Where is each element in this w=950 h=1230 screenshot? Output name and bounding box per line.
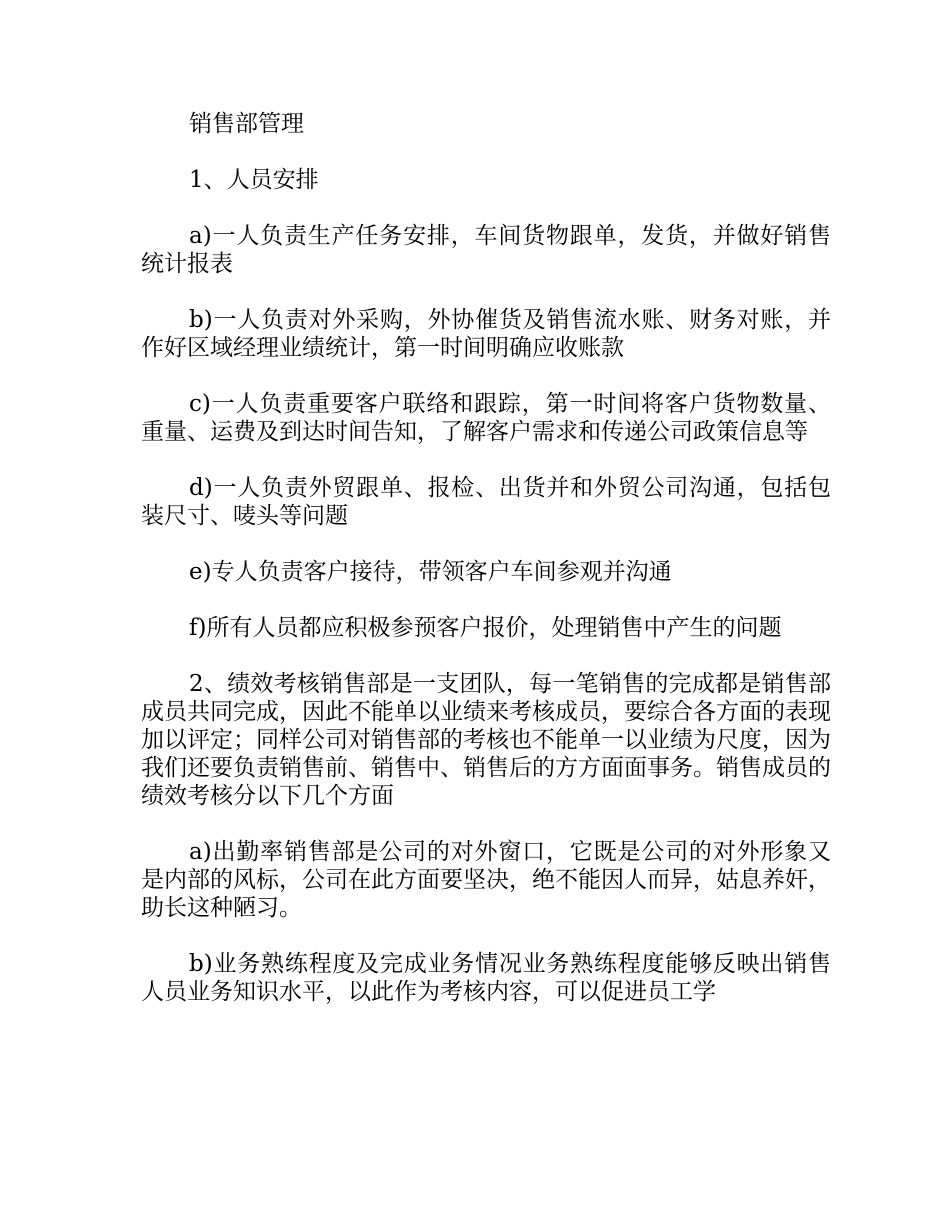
paragraph-personnel-heading: 1、人员安排 (189, 167, 319, 193)
paragraph-personnel-d: d)一人负责外贸跟单、报检、出货并和外贸公司沟通，包括包装尺寸、唛头等问题 (141, 475, 831, 529)
document-title: 销售部管理 (189, 111, 304, 137)
paragraph-performance-a: a)出勤率销售部是公司的对外窗口，它既是公司的对外形象又是内部的风标，公司在此方面要坚决，绝不能因人而异，姑息养奸，助长这种陋习。 (141, 839, 831, 921)
paragraph-performance-heading: 2、绩效考核销售部是一支团队，每一笔销售的完成都是销售部成员共同完成，因此不能单以业绩来考核成员，要综合各方面的表现加以评定；同样公司对销售部的考核也不能单一以业绩为尺度，因为我们还要负责销售前、销售中、销售后的方方面面事务。销售成员的绩效考核分以下几个方面 (141, 671, 831, 809)
document-body (141, 110, 831, 1006)
paragraph-personnel-e: e)专人负责客户接待，带领客户车间参观并沟通 (189, 559, 672, 585)
paragraph-personnel-b: b)一人负责对外采购，外协催货及销售流水账、财务对账，并作好区域经理业绩统计，第一时间明确应收账款 (141, 307, 831, 361)
paragraph-personnel-f: f)所有人员都应积极参预客户报价，处理销售中产生的问题 (189, 615, 782, 641)
paragraph-personnel-c: c)一人负责重要客户联络和跟踪，第一时间将客户货物数量、重量、运费及到达时间告知，了解客户需求和传递公司政策信息等 (141, 391, 831, 445)
paragraph-personnel-a: a)一人负责生产任务安排，车间货物跟单，发货，并做好销售统计报表 (141, 223, 831, 277)
paragraph-performance-b: b)业务熟练程度及完成业务情况业务熟练程度能够反映出销售人员业务知识水平，以此作为考核内容，可以促进员工学 (141, 951, 831, 1005)
